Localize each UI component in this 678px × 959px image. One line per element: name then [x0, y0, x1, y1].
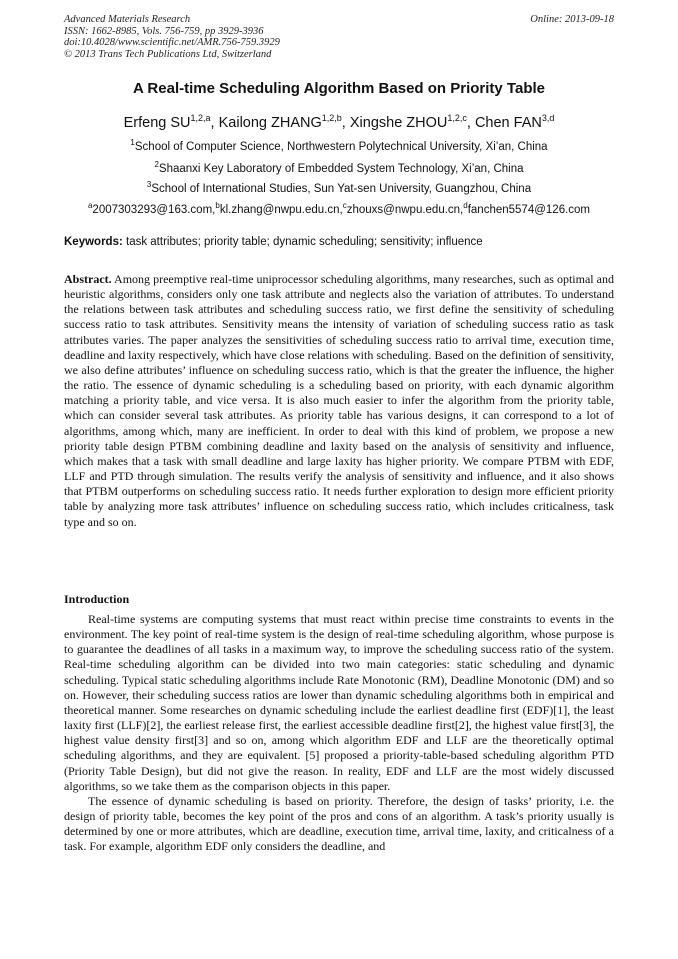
copyright-line: © 2013 Trans Tech Publications Ltd, Switzerland [64, 48, 272, 60]
email-sup: a [87, 201, 93, 210]
online-date: Online: 2013-09-18 [530, 14, 614, 25]
author-list [64, 113, 614, 131]
email-sup: b [215, 201, 220, 210]
author-name: Xingshe ZHOU [349, 114, 448, 131]
keywords-label: Keywords: [64, 236, 123, 248]
email-address[interactable]: 2007303293@163.com, [92, 203, 216, 216]
email-sup: c [342, 201, 347, 210]
affiliation [64, 180, 614, 195]
author-name: Erfeng SU [123, 114, 191, 131]
journal-header [64, 14, 614, 60]
abstract [64, 272, 614, 530]
affiliation-text: School of Computer Science, Northwestern Polytechnical University, Xi’an, China [134, 140, 548, 153]
author-separator: , [210, 114, 219, 131]
affiliation [64, 160, 614, 175]
issn-line: ISSN: 1662-8985, Vols. 756-759, pp 3929-3936 [64, 25, 264, 37]
author-affil-sup: 1,2,b [321, 113, 342, 123]
doi-line: doi:10.4028/www.scientific.net/AMR.756-759.3929 [64, 37, 280, 48]
author-affil-sup: 1,2,c [447, 113, 467, 123]
affiliation-text: Shaanxi Key Laboratory of Embedded System Technology, Xi’an, China [158, 162, 524, 175]
affiliation-sup: 2 [154, 160, 159, 169]
author-separator: , [341, 114, 350, 131]
email-address[interactable]: zhouxs@nwpu.edu.cn, [346, 203, 464, 216]
affiliation-text: School of International Studies, Sun Yat-sen University, Guangzhou, China [151, 182, 532, 195]
author-affil-sup: 1,2,a [190, 113, 211, 123]
introduction-body [64, 612, 614, 855]
affiliation [64, 138, 614, 153]
abstract-text: Among preemptive real-time uniprocessor scheduling algorithms, many researches, such as optimal and heuristic algorithms, considers only one task attribute and neglects also the variation of attributes. To understand the relations between task attributes and scheduling success ratio, we first define the sensitivity of scheduling success ratio to task attributes. Sensitivity means the intensity of variation of scheduling success ratio as task attributes varies. The paper analyzes the sensitivities of scheduling success ratio to arrival time, execution time, deadline and laxity respectively, which have close relations with scheduling. Based on the definition of sensitivity, we also define attributes’ influence on scheduling success ratio, which is that the greater the influence, the higher the ratio. The essence of dynamic scheduling is a scheduling based on priority, with each dynamic algorithm matching a priority table, and vice versa. It is also much easier to infer the algorithm from the priority table, which can consider several task attributes. As priority table has various designs, it can correspond to a lot of algorithms, among which, many are inefficient. In order to deal with this kind of problem, we propose a new priority table design PTBM combining deadline and laxity based on the analysis of sensitivity and influence, which makes that a task with small deadline and large laxity has higher priority. We compare PTBM with EDF, LLF and PTD through simulation. The results verify the analysis of sensitivity and influence, and it also shows that PTBM outperforms on scheduling success ratio. It needs further exploration to design more efficient priority table by analyzing more task attributes’ influence on scheduling success ratio, which includes criticalness, task type and so on. [64, 272, 614, 529]
author-affil-sup: 3,d [541, 113, 555, 123]
keywords [64, 236, 614, 248]
section-heading: Introduction [64, 592, 130, 606]
author-separator: , [466, 114, 475, 131]
paragraph: The essence of dynamic scheduling is based on priority. Therefore, the design of tasks’ priority, i.e. the design of priority table, becomes the key point of the pros and cons of an algorithm. A task’s priority usually is determined by one or more attributes, which are deadline, execution time, arrival time, laxity, and criticalness of a task. For example, algorithm EDF only considers the deadline, and [64, 793, 614, 854]
author-name: Chen FAN [474, 114, 542, 131]
email-address[interactable]: kl.zhang@nwpu.edu.cn, [219, 203, 343, 216]
paper-title: A Real-time Scheduling Algorithm Based on Priority Table [132, 80, 545, 97]
author-name: Kailong ZHANG [218, 114, 322, 131]
email-address[interactable]: fanchen5574@126.com [467, 203, 591, 216]
email-sup: d [463, 201, 468, 210]
affiliation-sup: 3 [146, 180, 152, 189]
keywords-text: task attributes; priority table; dynamic scheduling; sensitivity; influence [126, 236, 483, 248]
journal-name: Advanced Materials Research [64, 14, 191, 25]
affiliation-sup: 1 [130, 138, 135, 147]
email-line [64, 201, 614, 216]
abstract-label: Abstract. [64, 272, 112, 286]
paragraph: Real-time systems are computing systems that must react within precise time constraints to events in the environment. The key point of real-time system is the design of real-time scheduling algorithm, whose purpose is to guarantee the deadlines of all tasks in a maximum way, to improve the scheduling success ratio of the system. Real-time scheduling algorithm can be divided into two main categories: static scheduling and dynamic scheduling. Typical static scheduling algorithms include Rate Monotonic (RM), Deadline Monotonic (DM) and so on. However, their scheduling success ratios are lower than dynamic scheduling algorithms both in empirical and theoretical manner. Some researches on dynamic scheduling include the earliest deadline first (EDF)[1], the least laxity first (LLF)[2], the earliest release first, the earliest accessible deadline first[2], the highest value first[3], the highest value density first[3] and so on, among which algorithm EDF and LLF are the theoretically optimal scheduling algorithms, and they are equivalent. [5] proposed a priority-table-based scheduling algorithm PTD (Priority Table Design), but did not give the reason. In reality, EDF and LLF are the most widely discussed algorithms, so we take them as the comparison objects in this paper. [64, 612, 614, 793]
